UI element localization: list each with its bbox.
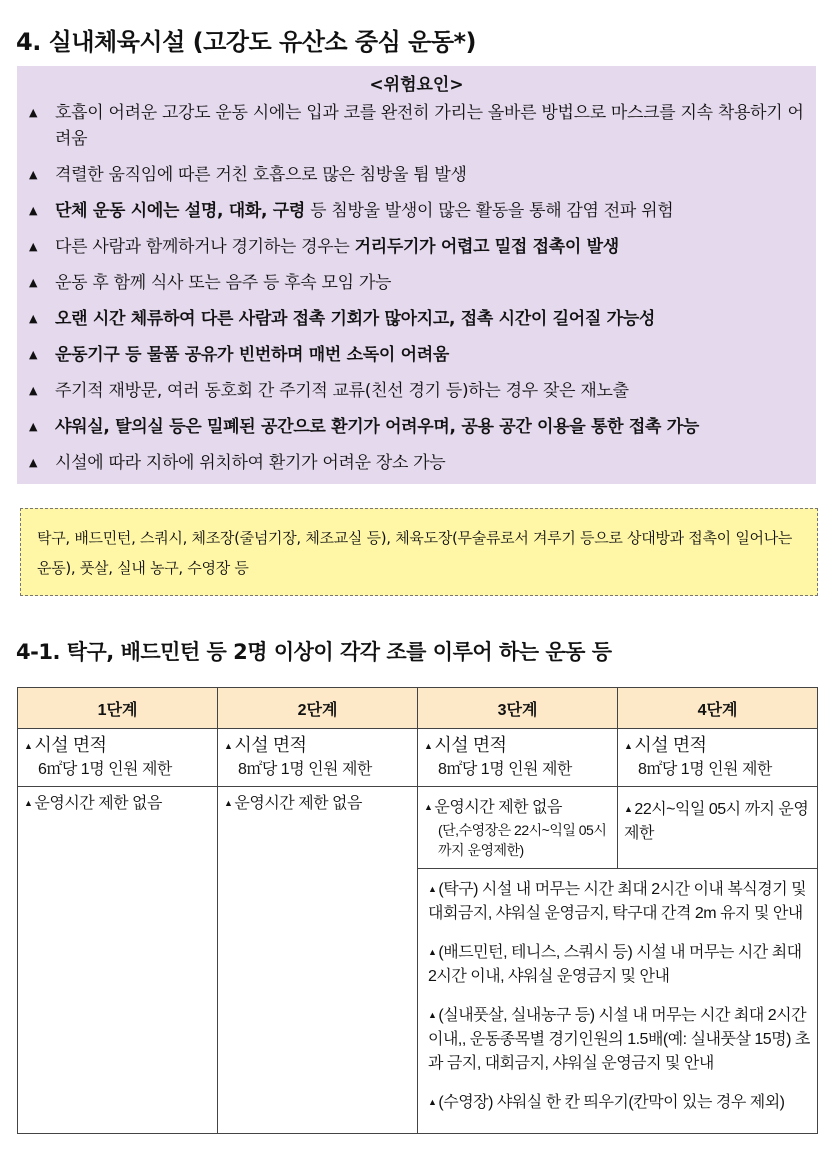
header-stage-2: 2단계	[218, 688, 418, 729]
rule-text: (실내풋살, 실내농구 등) 시설 내 머무는 시간 최대 2시간 이내,, 운동종목별 경기인원의 1.5배(예: 실내풋살 15명) 초과 금지, 대회금지, 샤워실 운영금지 및 안내	[428, 1007, 810, 1072]
area-label: 시설 면적	[34, 735, 107, 755]
risk-item	[27, 270, 806, 296]
triangle-bullet-icon: ▲	[24, 798, 33, 808]
hours-text: 운영시간 제한 없음	[234, 795, 362, 812]
risk-item	[27, 342, 806, 368]
area-cell-stage-2	[218, 729, 418, 787]
subsection-title: 4-1. 탁구, 배드민턴 등 2명 이상이 각각 조를 이루어 하는 운동 등	[16, 640, 612, 664]
triangle-bullet-icon: ▲	[24, 741, 33, 751]
area-value: 8㎡당 1명 인원 제한	[438, 761, 572, 778]
triangle-bullet-icon: ▲	[624, 804, 633, 814]
triangle-bullet-icon: ▲	[29, 456, 38, 469]
header-stage-1: 1단계	[18, 688, 218, 729]
risk-item-text: 샤워실, 탈의실 등은 밀폐된 공간으로 환기가 어려우며, 공용 공간 이용을 통한 접촉 가능	[55, 417, 700, 437]
hours-note: (단,수영장은 22시~익일 05시까지 운영제한)	[438, 822, 607, 858]
risk-item	[27, 198, 806, 224]
hours-cell-stage-4	[618, 787, 818, 869]
risk-item-text: 오랜 시간 체류하여 다른 사람과 접촉 기회가 많아지고, 접촉 시간이 길어질 가능성	[55, 309, 655, 329]
facilities-note: 탁구, 배드민턴, 스쿼시, 체조장(줄넘기장, 체조교실 등), 체육도장(무술류로서 겨루기 등으로 상대방과 접촉이 일어나는 운동), 풋살, 실내 농구, 수영장 등	[20, 508, 818, 596]
area-cell-stage-4	[618, 729, 818, 787]
hours-text: 운영시간 제한 없음	[34, 795, 162, 812]
risk-item-text: 단체 운동 시에는 설명, 대화, 구령	[55, 201, 305, 221]
risk-item	[27, 414, 806, 440]
rules-cell-stage-3-4	[418, 869, 818, 1134]
triangle-bullet-icon: ▲	[224, 798, 233, 808]
risk-item-text: 시설에 따라 지하에 위치하여 환기가 어려운 장소 가능	[55, 453, 446, 473]
section-title: 4. 실내체육시설 (고강도 유산소 중심 운동*)	[16, 28, 477, 56]
triangle-bullet-icon: ▲	[29, 276, 38, 289]
risk-factors-list	[27, 100, 806, 476]
area-label: 시설 면적	[434, 735, 507, 755]
header-stage-4: 4단계	[618, 688, 818, 729]
rule-text: (배드민턴, 테니스, 스쿼시 등) 시설 내 머무는 시간 최대 2시간 이내, 샤워실 운영금지 및 안내	[428, 944, 802, 985]
area-row	[18, 729, 818, 787]
area-value: 6㎡당 1명 인원 제한	[38, 761, 172, 778]
area-value: 8㎡당 1명 인원 제한	[238, 761, 372, 778]
triangle-bullet-icon: ▲	[224, 741, 233, 751]
triangle-bullet-icon: ▲	[424, 802, 433, 812]
rule-text: (탁구) 시설 내 머무는 시간 최대 2시간 이내 복식경기 및 대회금지, 샤워실 운영금지, 탁구대 간격 2m 유지 및 안내	[428, 881, 807, 922]
area-value: 8㎡당 1명 인원 제한	[638, 761, 772, 778]
triangle-bullet-icon: ▲	[29, 384, 38, 397]
triangle-bullet-icon: ▲	[428, 884, 437, 894]
risk-item-text: 주기적 재방문, 여러 동호회 간 주기적 교류(친선 경기 등)하는 경우 잦은 재노출	[55, 381, 629, 401]
risk-item	[27, 450, 806, 476]
hours-cell-stage-3	[418, 787, 618, 869]
triangle-bullet-icon: ▲	[428, 1097, 437, 1107]
rule-text: (수영장) 샤워실 한 칸 띄우기(칸막이 있는 경우 제외)	[438, 1094, 785, 1111]
risk-item-text: 등 침방울 발생이 많은 활동을 통해 감염 전파 위험	[305, 201, 674, 221]
hours-text: 운영시간 제한 없음	[434, 799, 562, 816]
area-label: 시설 면적	[634, 735, 707, 755]
risk-item-text: 다른 사람과 함께하거나 경기하는 경우는	[55, 237, 355, 257]
risk-item	[27, 162, 806, 188]
area-cell-stage-1	[18, 729, 218, 787]
rule-item	[428, 1003, 811, 1076]
triangle-bullet-icon: ▲	[29, 348, 38, 361]
rule-item	[428, 1090, 811, 1115]
table-header-row	[18, 688, 818, 729]
risk-item-text: 호흡이 어려운 고강도 운동 시에는 입과 코를 완전히 가리는 올바른 방법으로 마스크를 지속 착용하기 어려움	[55, 103, 804, 149]
triangle-bullet-icon: ▲	[424, 741, 433, 751]
risk-item-text: 운동기구 등 물품 공유가 빈번하며 매번 소독이 어려움	[55, 345, 450, 365]
triangle-bullet-icon: ▲	[29, 312, 38, 325]
rule-item	[428, 940, 811, 989]
risk-factors-title: <위험요인>	[369, 75, 464, 95]
risk-factors-box	[17, 66, 816, 484]
triangle-bullet-icon: ▲	[29, 420, 38, 433]
hours-cell-stage-2	[218, 787, 418, 1134]
triangle-bullet-icon: ▲	[428, 947, 437, 957]
risk-item	[27, 378, 806, 404]
hours-row	[18, 787, 818, 869]
risk-item-text: 운동 후 함께 식사 또는 음주 등 후속 모임 가능	[55, 273, 392, 293]
triangle-bullet-icon: ▲	[29, 204, 38, 217]
risk-item	[27, 100, 806, 152]
triangle-bullet-icon: ▲	[29, 106, 38, 119]
area-label: 시설 면적	[234, 735, 307, 755]
header-stage-3: 3단계	[418, 688, 618, 729]
hours-text: 22시~익일 05시 까지 운영 제한	[624, 801, 809, 842]
risk-item-text: 격렬한 움직임에 따른 거친 호흡으로 많은 침방울 튐 발생	[55, 165, 467, 185]
triangle-bullet-icon: ▲	[624, 741, 633, 751]
risk-item	[27, 306, 806, 332]
hours-cell-stage-1	[18, 787, 218, 1134]
triangle-bullet-icon: ▲	[29, 240, 38, 253]
risk-item	[27, 234, 806, 260]
rule-item	[428, 877, 811, 926]
area-cell-stage-3	[418, 729, 618, 787]
stage-rules-table	[17, 687, 818, 1134]
triangle-bullet-icon: ▲	[29, 168, 38, 181]
risk-item-text: 거리두기가 어렵고 밀접 접촉이 발생	[354, 237, 619, 257]
triangle-bullet-icon: ▲	[428, 1010, 437, 1020]
